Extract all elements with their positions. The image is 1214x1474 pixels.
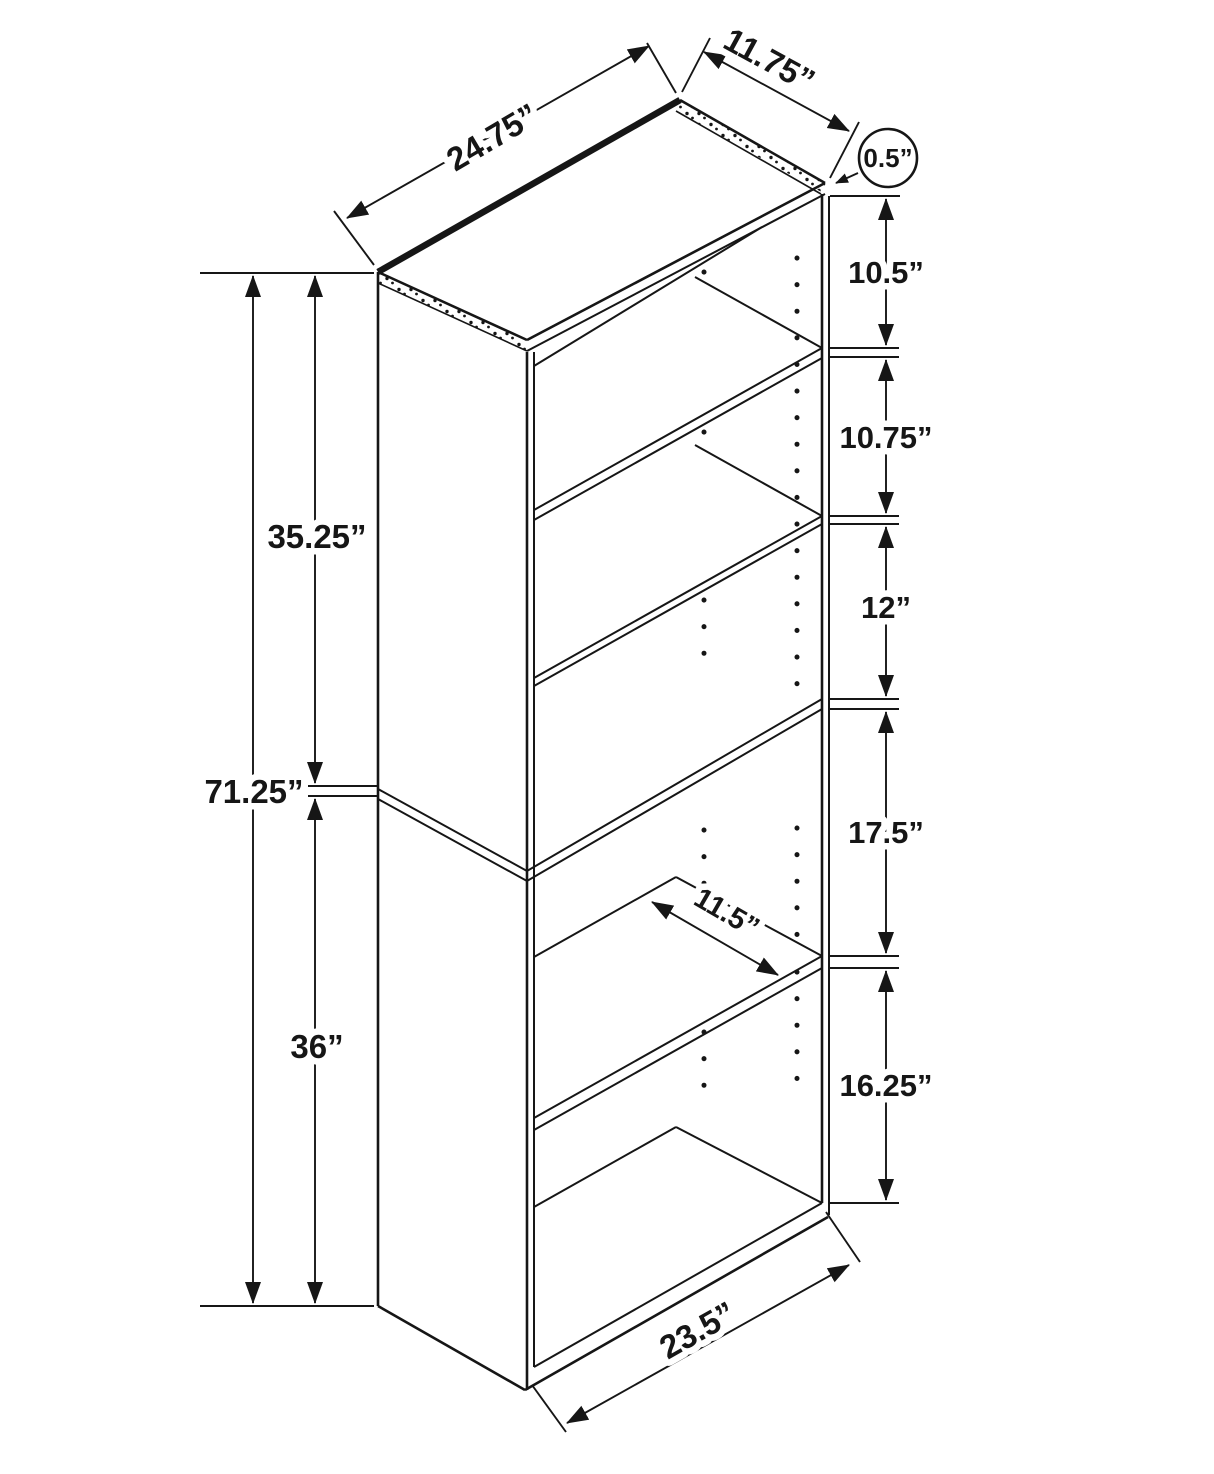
stipple-band-left — [378, 272, 527, 351]
dimension-chain-left — [200, 273, 377, 1306]
shelf2-front-bottom-edge — [534, 524, 822, 686]
dim-label-opening-2: 10.75” — [839, 420, 933, 455]
dimension-chain-right — [830, 196, 933, 1203]
cabinet-shell — [378, 100, 829, 1390]
floor-right-junction — [676, 1127, 822, 1203]
stipple-band-right — [676, 100, 825, 194]
ceiling-back-junction — [534, 227, 762, 366]
top-front-edge-inner — [527, 194, 825, 351]
stipple-band-right-inner-line — [676, 111, 821, 194]
bottom-front-edge — [525, 1217, 828, 1390]
shelf1-front-bottom-edge — [534, 358, 822, 520]
shelf3-back-edge — [534, 877, 676, 957]
dimension-shelf-depth — [652, 882, 778, 975]
dim-label-opening-4: 17.5” — [848, 815, 924, 850]
floor-back-edge — [534, 1127, 676, 1207]
top-front-edge-outer — [527, 183, 825, 340]
shelf2-front-top-edge — [534, 516, 822, 678]
dim-label-shelf-depth: 11.5” — [688, 882, 765, 945]
dim-label-top-width: 24.75” — [440, 96, 545, 179]
cabinet-interior — [534, 227, 822, 1367]
shelf1-front-top-edge — [534, 348, 822, 510]
dim-label-opening-3: 12” — [861, 590, 911, 625]
dimension-top-width — [334, 43, 676, 265]
dim-label-bottom-width: 23.5” — [653, 1294, 742, 1366]
mid-seam-lower-line — [378, 709, 822, 881]
dim-label-lower-height: 36” — [290, 1028, 344, 1065]
dim-label-upper-height: 35.25” — [267, 518, 367, 555]
dimension-bottom-width — [532, 1212, 860, 1432]
shelf3-front-bottom-edge — [534, 968, 822, 1130]
dim-label-panel-thickness: 0.5” — [863, 143, 913, 173]
side-bottom-edge — [378, 1306, 525, 1390]
top-left-edge — [378, 272, 527, 340]
dim-label-opening-5: 16.25” — [839, 1068, 933, 1103]
shelf2-right-junction — [695, 445, 822, 516]
mid-seam-upper-line — [378, 699, 822, 871]
stipple-band-left-inner-line — [378, 283, 527, 351]
dim-label-total-height: 71.25” — [204, 773, 304, 810]
dim-label-top-depth: 11.75” — [717, 20, 822, 100]
shelf1-right-junction — [695, 277, 822, 348]
callout-panel-thickness — [836, 129, 917, 187]
top-right-edge — [680, 100, 825, 183]
dim-label-opening-1: 10.5” — [848, 255, 924, 290]
shelf3-front-top-edge — [534, 956, 822, 1118]
